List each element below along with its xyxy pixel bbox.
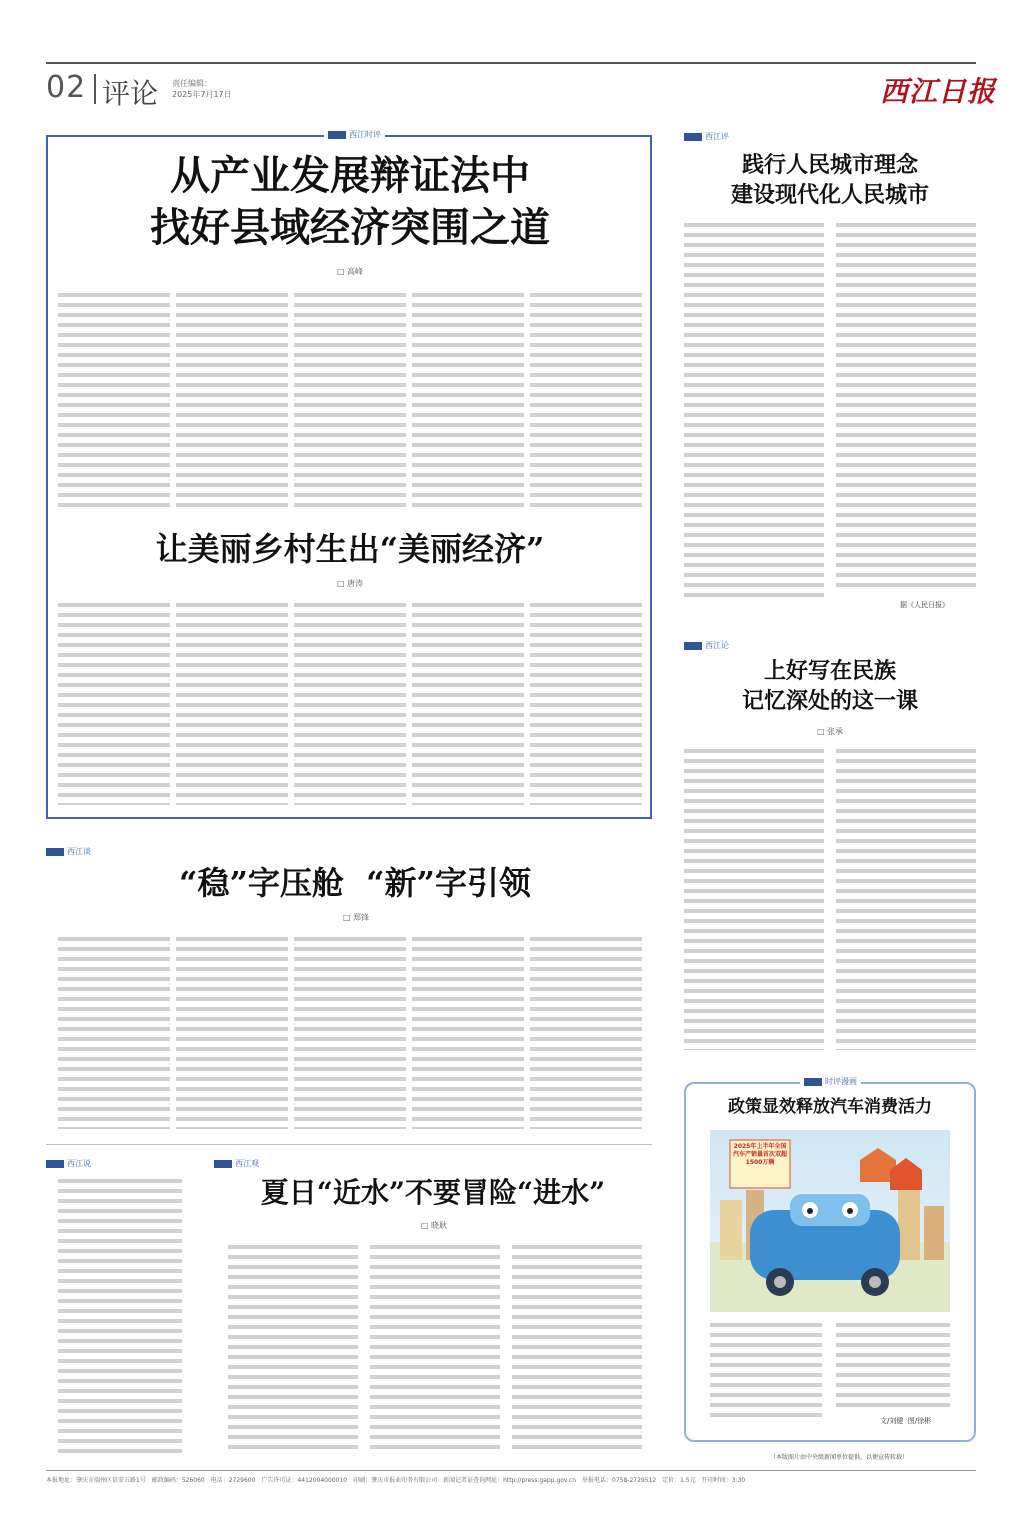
article-7-column-3: [512, 1242, 642, 1454]
article-5-column-1: [58, 934, 170, 1129]
article-1-byline: □ 高峰: [336, 267, 364, 276]
cartoon-illustration: [710, 1130, 950, 1312]
cartoon-caption: 2025年上半年全国汽车产销量首次双超1500万辆: [732, 1143, 787, 1166]
article-1-headline: 从产业发展辩证法中 找好县域经济突围之道: [150, 152, 550, 251]
article-4-byline: □ 张承: [816, 727, 844, 736]
article-3-headline: 践行人民城市理念 建设现代化人民城市: [730, 152, 929, 208]
article-2-column-2: [176, 600, 288, 805]
article-2-byline: □ 唐涛: [336, 579, 364, 588]
article-3-column-2: [836, 220, 976, 592]
column-tag-icon: [46, 848, 64, 856]
article-2-column-5: [530, 600, 642, 805]
article-2-column-3: [294, 600, 406, 805]
column-tag-a4: 西江论: [684, 640, 729, 651]
article-1-column-4: [412, 290, 524, 510]
column-tag-icon: [684, 133, 702, 141]
cartoon-title: 政策显效释放汽车消费活力: [728, 1097, 932, 1117]
article-5-headline: “稳”字压舱 “新”字引领: [179, 864, 531, 902]
article-7-byline: □ 晓耿: [420, 1221, 448, 1230]
article-7-headline: 夏日“近水”不要冒险“进水”: [260, 1176, 606, 1209]
article-1-column-3: [294, 290, 406, 510]
column-tag-a7: 西江观: [214, 1158, 259, 1169]
page-separator: [94, 74, 96, 104]
article-7-column-1: [228, 1242, 358, 1454]
column-tag-icon: [684, 642, 702, 650]
column-tag-icon: [804, 1078, 822, 1086]
article-5-byline: □ 郑锋: [342, 913, 370, 922]
date-line: 2025年7月17日: [172, 90, 232, 99]
column-tag-icon: [46, 1160, 64, 1168]
cartoon-column-2: [836, 1320, 950, 1412]
article-5-column-3: [294, 934, 406, 1129]
article-5-column-2: [176, 934, 288, 1129]
article-3-column-1: [684, 220, 824, 600]
column-tag-a3: 西江评: [684, 131, 729, 142]
article-4-column-2: [836, 746, 976, 1050]
divider: [46, 1144, 652, 1145]
article-6-body: [58, 1176, 182, 1456]
editor-info: [172, 78, 232, 100]
column-tag-a6: 西江说: [46, 1158, 91, 1169]
article-4-headline: 上好写在民族 记忆深处的这一课: [741, 658, 918, 714]
cartoon-column-1: [710, 1320, 822, 1420]
article-2-headline: 让美丽乡村生出“美丽经济”: [155, 530, 545, 568]
article-5-column-4: [412, 934, 524, 1129]
article-1-column-1: [58, 290, 170, 510]
top-rule: [46, 62, 976, 64]
section-title: 评论: [102, 77, 159, 110]
footer-info: 本报地址：肇庆市端州区信安五路1号 邮政编码：526060 电话：2729600 广告许可证：4412004000010 印刷：肇庆市报业印务有限公司 新闻记者证查询网址：http://press.gapp.gov.cn 举报电话：0758-2729512 定价：1.5元 开印时间：3:30: [46, 1470, 976, 1484]
article-1-column-5: [530, 290, 642, 510]
article-3-source: 据《人民日报》: [900, 601, 949, 609]
column-tag-icon: [214, 1160, 232, 1168]
footer-note: （本版图片由中央级新闻单位提供，以便宣传转载）: [770, 1454, 909, 1461]
article-1-column-2: [176, 290, 288, 510]
cartoon-credit: 文/刘健 图/徐彬: [880, 1417, 932, 1425]
article-2-column-1: [58, 600, 170, 805]
editor-line: 责任编辑：: [172, 79, 212, 88]
article-2-column-4: [412, 600, 524, 805]
masthead-logo: 西江日报: [880, 75, 997, 108]
column-tag-a5: 西江谈: [46, 846, 91, 857]
column-tag-icon: [328, 131, 346, 139]
article-4-column-1: [684, 746, 824, 1050]
article-7-column-2: [370, 1242, 500, 1454]
column-tag-a1: 西江时评: [324, 129, 385, 140]
column-tag-a8: 时评漫画: [800, 1076, 861, 1087]
page-number: 02: [46, 70, 87, 105]
article-5-column-5: [530, 934, 642, 1129]
